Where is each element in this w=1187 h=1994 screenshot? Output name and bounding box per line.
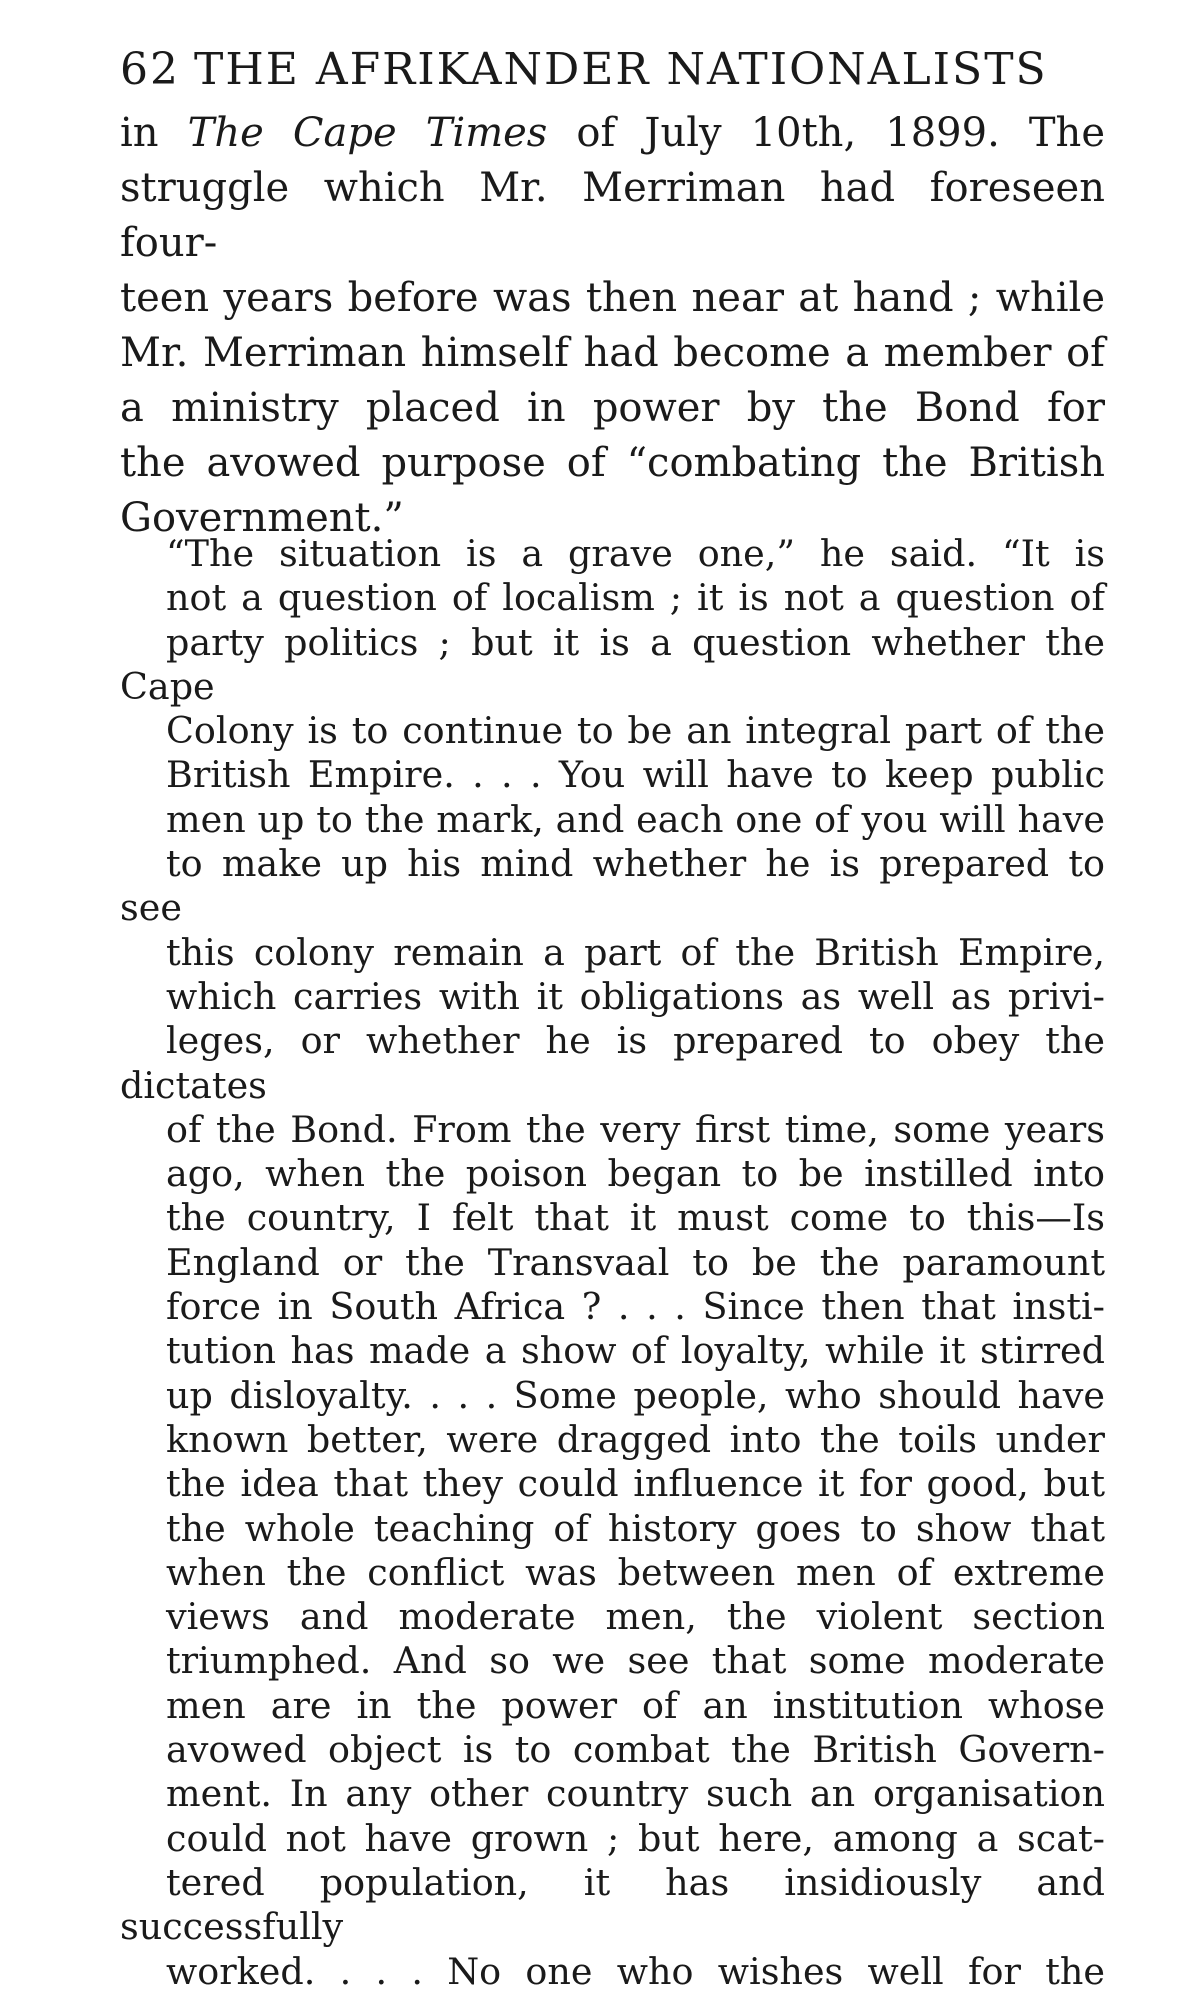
text-run: of July 10th, 1899. The bbox=[547, 110, 1105, 156]
text-line: British Empire. . . . You will have to keep public bbox=[166, 753, 1105, 797]
newspaper-title: The Cape Times bbox=[187, 110, 548, 156]
text-line: men up to the mark, and each one of you will have bbox=[166, 797, 1105, 841]
text-line: which carries with it obligations as well as privi- bbox=[166, 974, 1105, 1018]
text-line: ago, when the poison began to be instilled into bbox=[166, 1152, 1105, 1196]
text-line: to make up his mind whether he is prepared to see bbox=[120, 842, 1105, 930]
text-line: leges, or whether he is prepared to obey the dictates bbox=[120, 1019, 1105, 1107]
text-line: teen years before was then near at hand ; while bbox=[120, 275, 1105, 321]
text-line: Mr. Merriman himself had become a member of bbox=[120, 330, 1105, 376]
text-line: of the Bond. From the very first time, some years bbox=[166, 1107, 1105, 1151]
text-line: the country, I felt that it must come to this—Is bbox=[166, 1196, 1105, 1240]
text-run: in bbox=[120, 110, 188, 156]
quotation-paragraph bbox=[120, 532, 1105, 1994]
paragraph-continuation bbox=[120, 106, 1105, 546]
text-line: tution has made a show of loyalty, while it stirred bbox=[166, 1329, 1105, 1373]
text-line: men are in the power of an institution whose bbox=[166, 1683, 1105, 1727]
text-line: struggle which Mr. Merriman had foreseen four- bbox=[120, 165, 1105, 266]
page-number: 62 bbox=[120, 44, 180, 95]
running-title: THE AFRIKANDER NATIONALISTS bbox=[194, 44, 1048, 95]
text-line: not a question of localism ; it is not a question of bbox=[166, 576, 1105, 620]
text-line: up disloyalty. . . . Some people, who should have bbox=[166, 1373, 1105, 1417]
text-line: party politics ; but it is a question whether the Cape bbox=[120, 620, 1105, 708]
text-line: could not have grown ; but here, among a scat- bbox=[166, 1816, 1105, 1860]
text-line: a ministry placed in power by the Bond for bbox=[120, 385, 1105, 431]
text-line: “The situation is a grave one,” he said. “It is bbox=[166, 532, 1105, 575]
text-line: when the conflict was between men of extreme bbox=[166, 1550, 1105, 1594]
text-line: Colony is to continue to be an integral part of the bbox=[166, 709, 1105, 753]
text-line: ment. In any other country such an organisation bbox=[166, 1772, 1105, 1816]
text-line: force in South Africa ? . . . Since then that insti- bbox=[166, 1285, 1105, 1329]
text-line: avowed object is to combat the British Govern- bbox=[166, 1728, 1105, 1772]
text-line: worked. . . . No one who wishes well for the bbox=[166, 1949, 1105, 1993]
text-line: the idea that they could influence it for good, but bbox=[166, 1462, 1105, 1506]
text-line: this colony remain a part of the British Empire, bbox=[166, 930, 1105, 974]
text-line: Government.” bbox=[120, 495, 404, 541]
text-line: known better, were dragged into the toils under bbox=[166, 1417, 1105, 1461]
text-line: views and moderate men, the violent section bbox=[166, 1595, 1105, 1639]
text-line: England or the Transvaal to be the paramount bbox=[166, 1240, 1105, 1284]
text-line: triumphed. And so we see that some moderate bbox=[166, 1639, 1105, 1683]
text-line: tered population, it has insidiously and successfully bbox=[120, 1860, 1105, 1949]
text-line: the whole teaching of history goes to show that bbox=[166, 1506, 1105, 1550]
text-line bbox=[120, 106, 1105, 161]
running-header bbox=[120, 40, 1120, 100]
text-line: the avowed purpose of “combating the British bbox=[120, 440, 1105, 486]
